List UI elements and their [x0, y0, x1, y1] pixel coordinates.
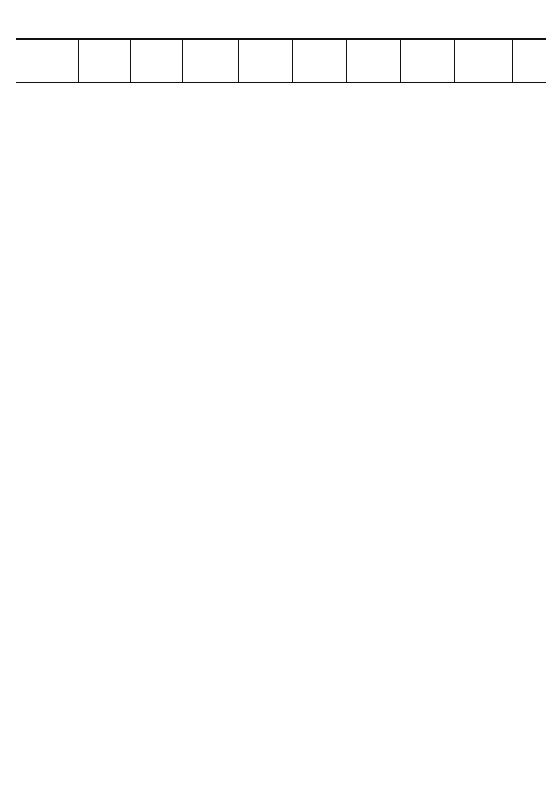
col-header-4	[238, 39, 292, 83]
col-header-6	[346, 39, 400, 83]
col-header-2	[130, 39, 182, 83]
col-header-8	[454, 39, 512, 83]
col-header-total	[512, 39, 546, 83]
col-header-3	[182, 39, 238, 83]
table-title-row	[18, 14, 544, 32]
exchange-table	[16, 38, 546, 83]
table-header-row	[16, 39, 546, 83]
year-header	[16, 39, 78, 83]
col-header-5	[292, 39, 346, 83]
col-header-1	[78, 39, 130, 83]
col-header-7	[400, 39, 454, 83]
